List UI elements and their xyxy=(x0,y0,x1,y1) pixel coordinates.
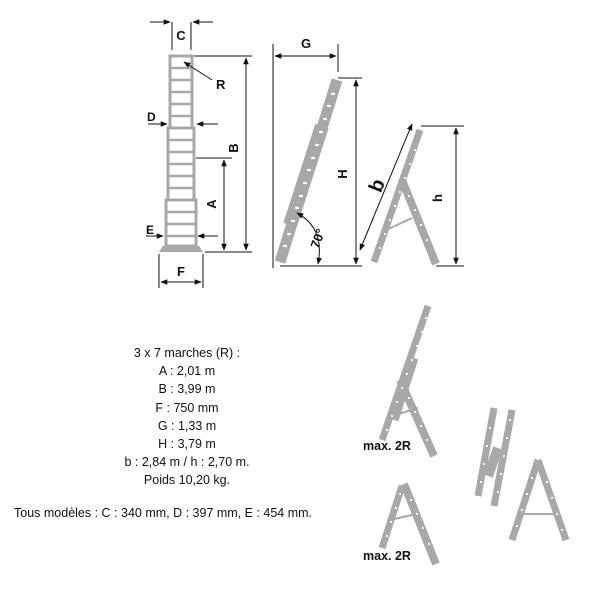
label-r: R xyxy=(216,77,226,92)
extended-ladder xyxy=(280,80,337,262)
max-label-bottom: max. 2R xyxy=(363,549,411,563)
configuration-separated-sections xyxy=(478,408,566,540)
configuration-max-2r-top xyxy=(382,306,434,456)
label-b-total: B xyxy=(226,143,241,153)
spec-title: 3 x 7 marches (R) : xyxy=(133,346,241,360)
spec-a: A : 2,01 m xyxy=(158,364,216,379)
spec-f: F : 750 mm xyxy=(155,400,219,415)
label-h-upper: H xyxy=(335,169,350,179)
max-label-top: max. 2R xyxy=(363,439,411,453)
label-angle: 70° xyxy=(307,226,329,251)
spec-weight: Poids 10,20 kg. xyxy=(143,473,231,488)
label-d: D xyxy=(147,110,156,124)
label-a: A xyxy=(204,199,219,209)
label-e: E xyxy=(146,223,155,237)
label-f: F xyxy=(177,264,185,279)
all-models-dimensions: Tous modèles : C : 340 mm, D : 397 mm, E : 454 mm. xyxy=(14,506,313,520)
label-h-lower: h xyxy=(430,194,445,202)
stepladder-top-right xyxy=(374,130,436,264)
spec-h: H : 3,79 m xyxy=(158,437,216,452)
label-b-small: b xyxy=(364,175,390,196)
spec-b-h-small: b : 2,84 m / h : 2,70 m. xyxy=(124,455,250,470)
label-g: G xyxy=(300,36,312,51)
spec-b: B : 3,99 m xyxy=(158,382,216,397)
front-view-ladder xyxy=(159,56,203,252)
specifications-block xyxy=(80,344,294,490)
spec-g: G : 1,33 m xyxy=(157,418,217,433)
label-c: C xyxy=(176,28,186,43)
